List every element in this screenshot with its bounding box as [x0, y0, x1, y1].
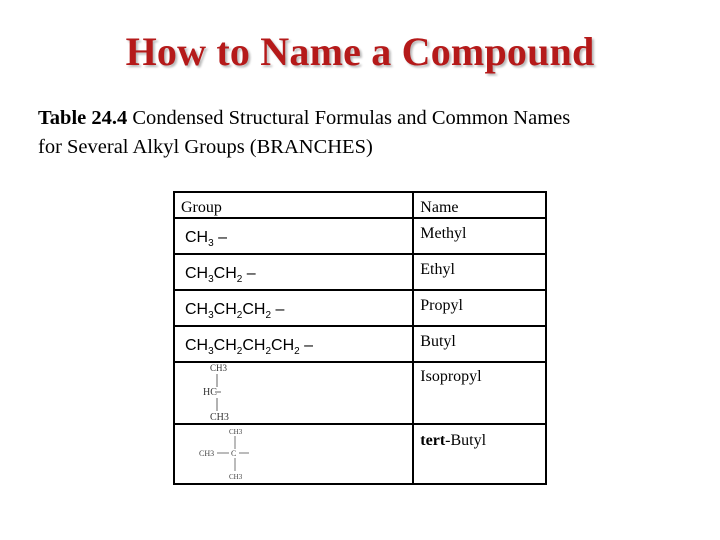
- table-header-row: [174, 192, 546, 218]
- isopropyl-mid: HC: [203, 387, 217, 398]
- formula-propyl: $CH_3CH_2CH_2$ –: [185, 301, 285, 322]
- formula-butyl: $CH_3CH_2CH_2CH_2$ –: [185, 337, 314, 358]
- isopropyl-top: CH3: [210, 363, 228, 373]
- tert-butyl-top: CH3: [229, 428, 243, 436]
- name-ethyl: Ethyl: [420, 261, 455, 278]
- tert-butyl-structure: [174, 424, 413, 484]
- name-tert-butyl: tert-Butyl: [420, 432, 487, 449]
- tert-butyl-left: CH3: [199, 449, 215, 458]
- table-caption: [38, 104, 698, 162]
- isopropyl-structure: [174, 362, 413, 424]
- table-row: [174, 218, 546, 254]
- isopropyl-bottom: CH3: [210, 412, 229, 423]
- caption-line1-text: Condensed Structural Formulas and Common Names: [127, 107, 571, 129]
- table-row: [174, 362, 546, 424]
- header-group: Group: [174, 192, 413, 218]
- tert-butyl-bottom: CH3: [229, 473, 243, 481]
- caption-line-1: [38, 104, 698, 133]
- caption-line-2: for Several Alkyl Groups (BRANCHES): [38, 136, 373, 158]
- page-title: How to Name a Compound: [125, 29, 595, 74]
- caption-label: Table 24.4: [38, 107, 128, 129]
- table-row: [174, 326, 546, 362]
- formula-ethyl: $CH_3CH_2$ –: [185, 265, 256, 286]
- table-row: [174, 254, 546, 290]
- table-row: [174, 424, 546, 484]
- table-row: [174, 290, 546, 326]
- name-methyl: Methyl: [420, 225, 467, 242]
- alkyl-groups-table: [173, 191, 547, 485]
- tert-butyl-center: C: [231, 449, 237, 458]
- header-name: Name: [413, 192, 546, 218]
- name-butyl: Butyl: [420, 333, 456, 350]
- name-propyl: Propyl: [420, 297, 463, 314]
- name-isopropyl: Isopropyl: [420, 368, 482, 385]
- formula-methyl: $CH_3$ –: [185, 229, 228, 250]
